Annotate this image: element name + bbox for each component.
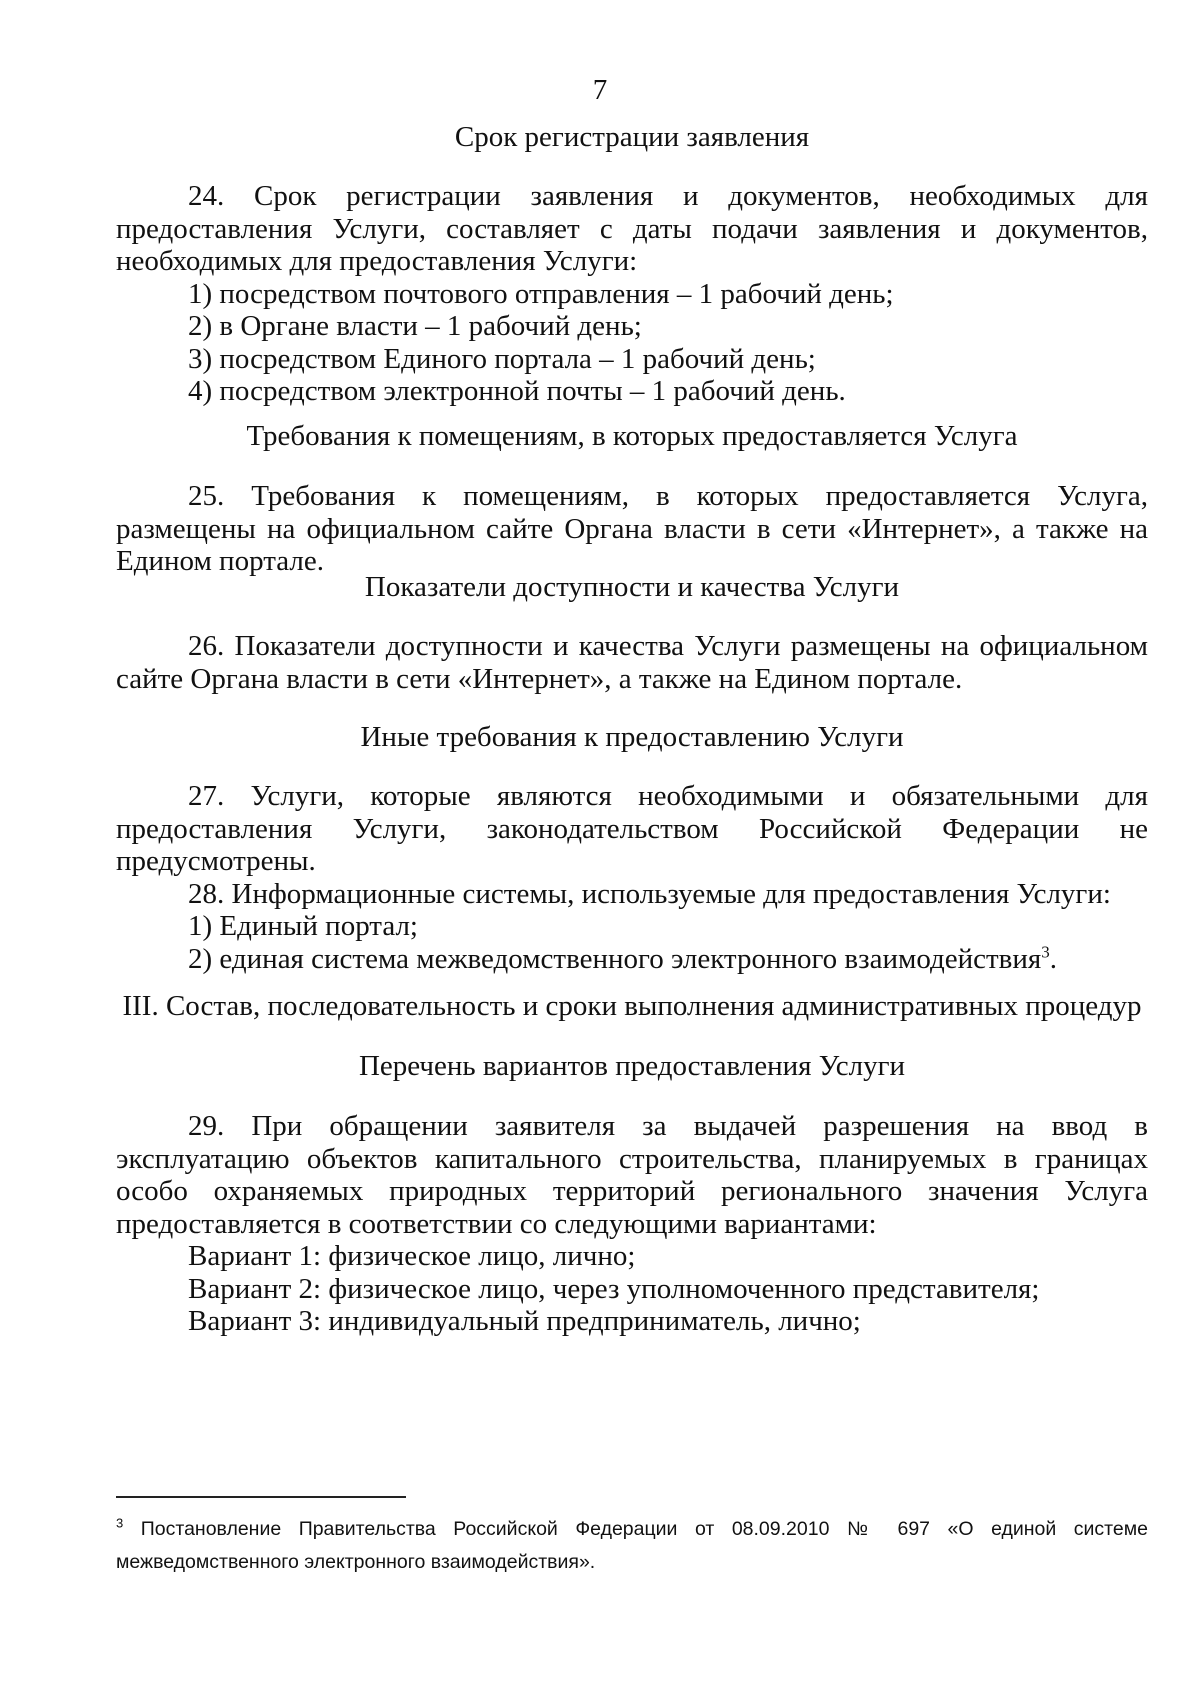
footnote-text: Постановление Правительства Российской Федерации от 08.09.2010 № 697 «О единой системе межведомственного электронного взаимодействия». (116, 1518, 1148, 1573)
section-service-variants (116, 1110, 1148, 1338)
paragraph-28: 28. Информационные системы, используемые для предоставления Услуги: (188, 877, 1111, 910)
paragraph-26: 26. Показатели доступности и качества Услуги размещены на официальном сайте Органа власти в сети «Интернет», а также на Едином портале. (116, 630, 1148, 695)
list-item (116, 943, 1148, 976)
section-other-requirements (116, 780, 1148, 975)
list-item: 2) в Органе власти – 1 рабочий день; (188, 310, 642, 342)
heading-registration-term: Срок регистрации заявления (454, 121, 810, 153)
list-item: 3) посредством Единого портала – 1 рабочий день; (188, 342, 816, 375)
list-item-text: 2) единая система межведомственного электронного взаимодействия (188, 942, 1042, 975)
heading-service-variants: Перечень вариантов предоставления Услуги (358, 1050, 906, 1082)
paragraph-29: 29. При обращении заявителя за выдачей разрешения на ввод в эксплуатацию объектов капитального строительства, планируемых в границах особо охраняемых природных территорий регионального значения Услуга предоставляется в соответствии со следующими вариантами: (116, 1110, 1148, 1240)
heading-section-iii: III. Состав, последовательность и сроки выполнения административных процедур (122, 990, 1142, 1022)
paragraph-27: 27. Услуги, которые являются необходимыми и обязательными для предоставления Услуги, законодательством Российской Федерации не предусмотрены. (116, 780, 1148, 877)
heading-other-requirements: Иные требования к предоставлению Услуги (360, 721, 904, 753)
list-item: 4) посредством электронной почты – 1 рабочий день. (188, 375, 846, 407)
page-number: 7 (592, 74, 608, 106)
list-item-end: . (1049, 942, 1057, 975)
footnote (116, 1513, 1148, 1579)
list-item: Вариант 1: физическое лицо, лично; (188, 1240, 636, 1272)
heading-premises-requirements: Требования к помещениям, в которых предоставляется Услуга (246, 420, 1018, 452)
list-item: Вариант 2: физическое лицо, через уполномоченного представителя; (188, 1272, 1040, 1305)
footnote-number: 3 (116, 1515, 124, 1531)
footnote-reference: 3 (1041, 941, 1050, 961)
section-registration-term (116, 180, 1148, 408)
list-item: Вариант 3: индивидуальный предприниматель, лично; (188, 1305, 861, 1337)
paragraph-24: 24. Срок регистрации заявления и документов, необходимых для предоставления Услуги, составляет с даты подачи заявления и документов, необходимых для предоставления Услуги: (116, 180, 1148, 277)
section-accessibility-indicators (116, 630, 1148, 695)
list-item: 1) Единый портал; (188, 910, 418, 942)
heading-accessibility-indicators: Показатели доступности и качества Услуги (364, 571, 900, 603)
list-item: 1) посредством почтового отправления – 1 рабочий день; (188, 277, 894, 310)
section-premises-requirements (116, 480, 1148, 578)
footnote-separator (116, 1496, 406, 1498)
paragraph-25: 25. Требования к помещениям, в которых предоставляется Услуга, размещены на официальном сайте Органа власти в сети «Интернет», а также на Едином портале. (116, 480, 1148, 577)
